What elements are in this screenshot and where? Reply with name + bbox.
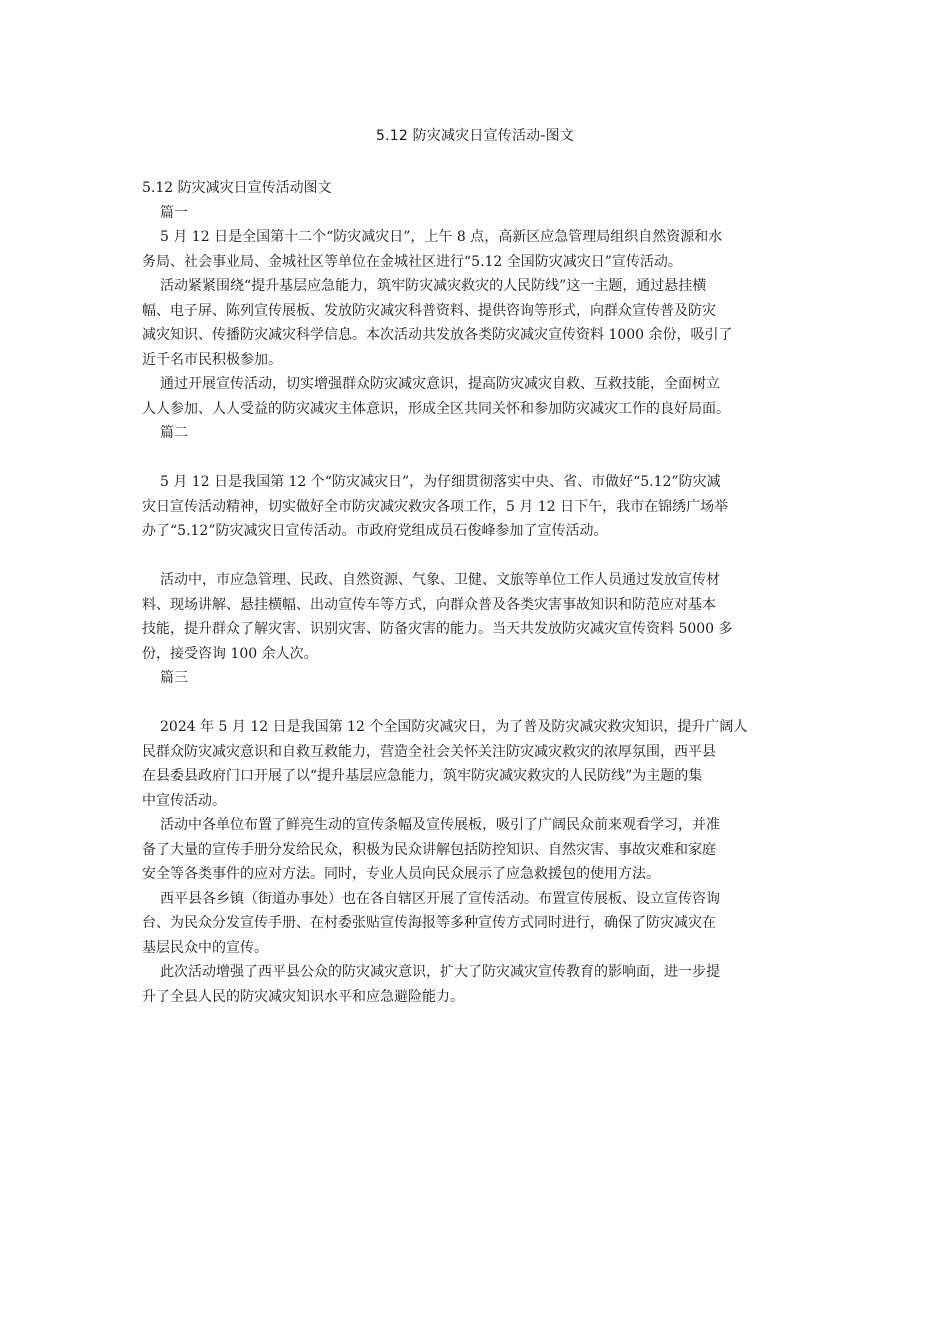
paragraph-line: 5 月 12 日是我国第 12 个“防灾减灾日”，为仔细贯彻落实中央、省、市做好“5.12”防灾减 <box>160 474 721 490</box>
document-title: 5.12 防灾减灾日宣传活动-图文 <box>375 128 575 144</box>
paragraph-line: 份，接受咨询 100 余人次。 <box>142 645 318 662</box>
paragraph-line: 中宣传活动。 <box>142 792 226 809</box>
paragraph-line: 基层民众中的宣传。 <box>142 939 268 956</box>
document-body <box>142 176 812 1009</box>
section-heading: 篇三 <box>160 670 188 686</box>
paragraph-line: 人人参加、人人受益的防灾减灾主体意识，形成全区共同关怀和参加防灾减灾工作的良好局面。 <box>142 400 730 417</box>
paragraph-line: 活动中各单位布置了鲜亮生动的宣传条幅及宣传展板，吸引了广阔民众前来观看学习，并准 <box>160 817 720 833</box>
paragraph-line: 备了大量的宣传手册分发给民众，积极为民众讲解包括防控知识、自然灾害、事故灾难和家庭 <box>142 841 716 858</box>
paragraph-line: 台、为民众分发宣传手册、在村委张贴宣传海报等多种宣传方式同时进行，确保了防灾减灾在 <box>142 915 716 931</box>
blank-line <box>142 544 812 569</box>
section-heading: 篇二 <box>160 425 188 441</box>
paragraph-line: 技能，提升群众了解灾害、识别灾害、防备灾害的能力。当天共发放防灾减灾宣传资料 5000 多 <box>142 621 733 637</box>
paragraph-line: 近千名市民积极参加。 <box>142 351 282 368</box>
paragraph-line: 西平县各乡镇（街道办事处）也在各自辖区开展了宣传活动。布置宣传展板、设立宣传咨询 <box>160 890 720 907</box>
paragraph-line: 料、现场讲解、悬挂横幅、出动宣传车等方式，向群众普及各类灾害事故知识和防范应对基本 <box>142 596 716 613</box>
paragraph-line: 通过开展宣传活动，切实增强群众防灾减灾意识，提高防灾减灾自救、互救技能，全面树立 <box>160 376 720 392</box>
blank-line <box>142 446 812 471</box>
section-heading: 篇一 <box>160 204 188 221</box>
paragraph-line: 在县委县政府门口开展了以“提升基层应急能力，筑牢防灾减灾救灾的人民防线”为主题的集 <box>142 768 703 784</box>
paragraph-line: 活动中，市应急管理、民政、自然资源、气象、卫健、文旅等单位工作人员通过发放宣传材 <box>160 572 720 588</box>
paragraph-line: 活动紧紧围绕“提升基层应急能力，筑牢防灾减灾救灾的人民防线”这一主题，通过悬挂横 <box>160 278 707 294</box>
document-subtitle: 5.12 防灾减灾日宣传活动图文 <box>142 180 332 196</box>
paragraph-line: 2024 年 5 月 12 日是我国第 12 个全国防灾减灾日，为了普及防灾减灾救灾知识，提升广阔人 <box>160 719 748 735</box>
paragraph-line: 务局、社会事业局、金城社区等单位在金城社区进行“5.12 全国防灾减灾日”宣传活动。 <box>142 253 682 270</box>
paragraph-line: 减灾知识、传播防灾减灾科学信息。本次活动共发放各类防灾减灾宣传资料 1000 余份，吸引了 <box>142 327 733 343</box>
paragraph-line: 安全等各类事件的应对方法。同时，专业人员向民众展示了应急救援包的使用方法。 <box>142 866 660 882</box>
paragraph-line: 民群众防灾减灾意识和自救互救能力，营造全社会关怀关注防灾减灾救灾的浓厚氛围，西平县 <box>142 743 716 760</box>
paragraph-line: 幅、电子屏、陈列宣传展板、发放防灾减灾科普资料、提供咨询等形式，向群众宣传普及防灾 <box>142 302 716 319</box>
paragraph-line: 灾日宣传活动精神，切实做好全市防灾减灾救灾各项工作，5 月 12 日下午，我市在锦绣广场举 <box>142 498 729 515</box>
paragraph-line: 5 月 12 日是全国第十二个“防灾减灾日”，上午 8 点，高新区应急管理局组织自然资源和水 <box>160 229 723 245</box>
paragraph-line: 办了“5.12”防灾减灾日宣传活动。市政府党组成员石俊峰参加了宣传活动。 <box>142 523 608 539</box>
paragraph-line: 此次活动增强了西平县公众的防灾减灾意识，扩大了防灾减灾宣传教育的影响面，进一步提 <box>160 964 720 980</box>
paragraph-line: 升了全县人民的防灾减灾知识水平和应急避险能力。 <box>142 988 464 1005</box>
blank-line <box>142 691 812 716</box>
